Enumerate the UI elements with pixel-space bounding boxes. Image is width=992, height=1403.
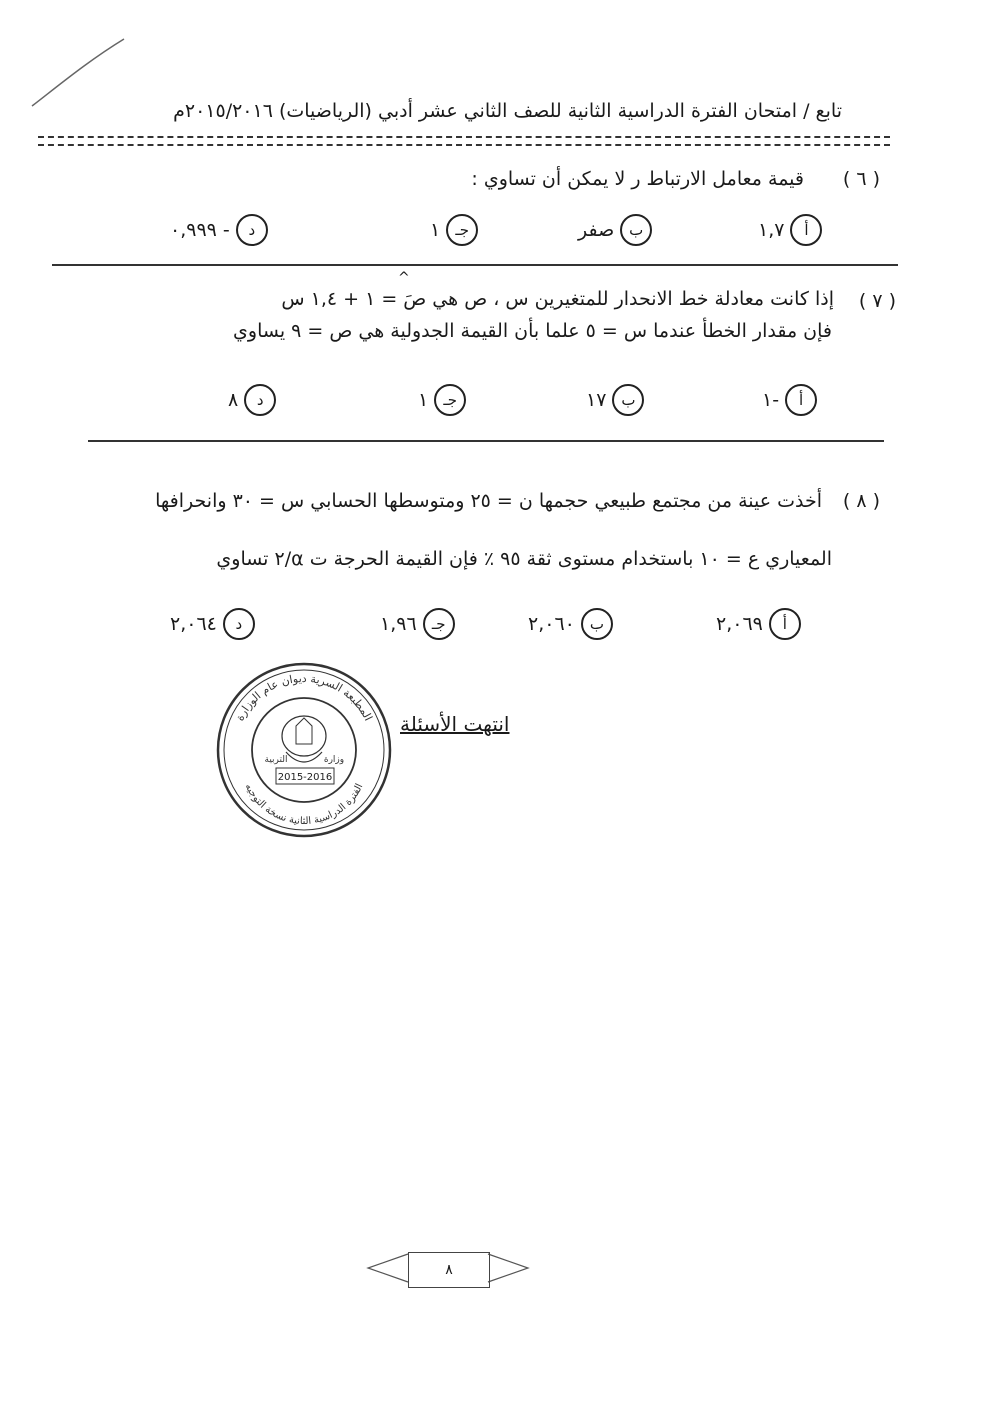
option-letter: أ xyxy=(769,608,801,640)
option-value: ٢,٠٦٠ xyxy=(528,613,575,635)
ministry-stamp xyxy=(214,660,394,840)
option-letter: ب xyxy=(620,214,652,246)
stamp-bottom-text: الفترة الدراسية الثانية نسخة التوجيه xyxy=(242,782,366,828)
option-value: ٨ xyxy=(228,389,239,411)
option-letter: ب xyxy=(612,384,644,416)
stamp-inner-right: وزارة xyxy=(323,755,345,765)
emblem-icon xyxy=(282,716,326,762)
option-letter: جـ xyxy=(423,608,455,640)
header-divider xyxy=(38,136,890,138)
option-value: صفر xyxy=(578,219,615,241)
pen-mark xyxy=(28,36,128,110)
question-6-number: ( ٦ ) xyxy=(842,168,880,190)
option-value: ١ xyxy=(430,219,441,241)
question-6-option-d[interactable] xyxy=(170,214,268,246)
option-letter: د xyxy=(223,608,255,640)
option-letter: د xyxy=(236,214,268,246)
question-6-option-c[interactable] xyxy=(430,214,478,246)
option-value: ٢,٠٦٩ xyxy=(716,613,763,635)
option-letter: ب xyxy=(581,608,613,640)
question-8-number: ( ٨ ) xyxy=(842,490,880,512)
option-value: ١ xyxy=(418,389,429,411)
end-of-questions: انتهت الأسئلة xyxy=(400,712,510,736)
option-value: ٢,٠٦٤ xyxy=(170,613,217,635)
hat-symbol: ^ xyxy=(398,270,410,286)
question-7-line-1: إذا كانت معادلة خط الانحدار للمتغيرين س ، ص هي صَ = ١ + ١,٤ س xyxy=(281,288,834,310)
svg-text:الفترة الدراسية الثانية نسخة ا xyxy=(243,782,366,827)
option-value: ١,٩٦ xyxy=(380,613,417,635)
option-letter: أ xyxy=(790,214,822,246)
question-6-text: قيمة معامل الارتباط ر لا يمكن أن تساوي : xyxy=(471,168,804,190)
option-value: ١٧ xyxy=(586,389,607,411)
option-value: -١ xyxy=(762,389,780,411)
stamp-years: 2015-2016 xyxy=(277,772,333,783)
question-8-option-d[interactable] xyxy=(170,608,255,640)
option-letter: جـ xyxy=(434,384,466,416)
question-7-number: ( ٧ ) xyxy=(858,290,896,312)
option-value: - ٠,٩٩٩ xyxy=(170,219,230,241)
question-8-option-a[interactable] xyxy=(716,608,801,640)
stamp-inner-left: التربية xyxy=(264,755,288,765)
header-divider xyxy=(38,144,890,146)
question-8-line-2: المعياري ع = ١٠ باستخدام مستوى ثقة ٩٥ ٪ فإن القيمة الحرجة ت α/٢ تساوي xyxy=(216,548,832,570)
question-7-option-c[interactable] xyxy=(418,384,466,416)
question-6-option-a[interactable] xyxy=(758,214,822,246)
question-7-option-d[interactable] xyxy=(228,384,276,416)
question-8-line-1: أخذت عينة من مجتمع طبيعي حجمها ن = ٢٥ ومتوسطها الحسابي س = ٣٠ وانحرافها xyxy=(155,490,822,512)
question-7-option-b[interactable] xyxy=(586,384,644,416)
question-7-option-a[interactable] xyxy=(762,384,817,416)
question-8-option-b[interactable] xyxy=(528,608,613,640)
page-number: ٨ xyxy=(408,1252,490,1288)
option-value: ١,٧ xyxy=(758,219,785,241)
question-6-option-b[interactable] xyxy=(578,214,652,246)
question-divider xyxy=(88,440,884,442)
question-8-option-c[interactable] xyxy=(380,608,455,640)
page-header-title: تابع / امتحان الفترة الدراسية الثانية للصف الثاني عشر أدبي (الرياضيات) ٢٠١٥/٢٠١٦م xyxy=(173,100,842,122)
question-divider xyxy=(52,264,898,266)
option-letter: جـ xyxy=(446,214,478,246)
option-letter: أ xyxy=(785,384,817,416)
stamp-outer-text: المطبعة السرية ديوان عام الوزارة xyxy=(233,671,375,723)
question-7-line-2: فإن مقدار الخطأ عندما س = ٥ علما بأن القيمة الجدولية هي ص = ٩ يساوي xyxy=(233,320,832,342)
option-letter: د xyxy=(244,384,276,416)
